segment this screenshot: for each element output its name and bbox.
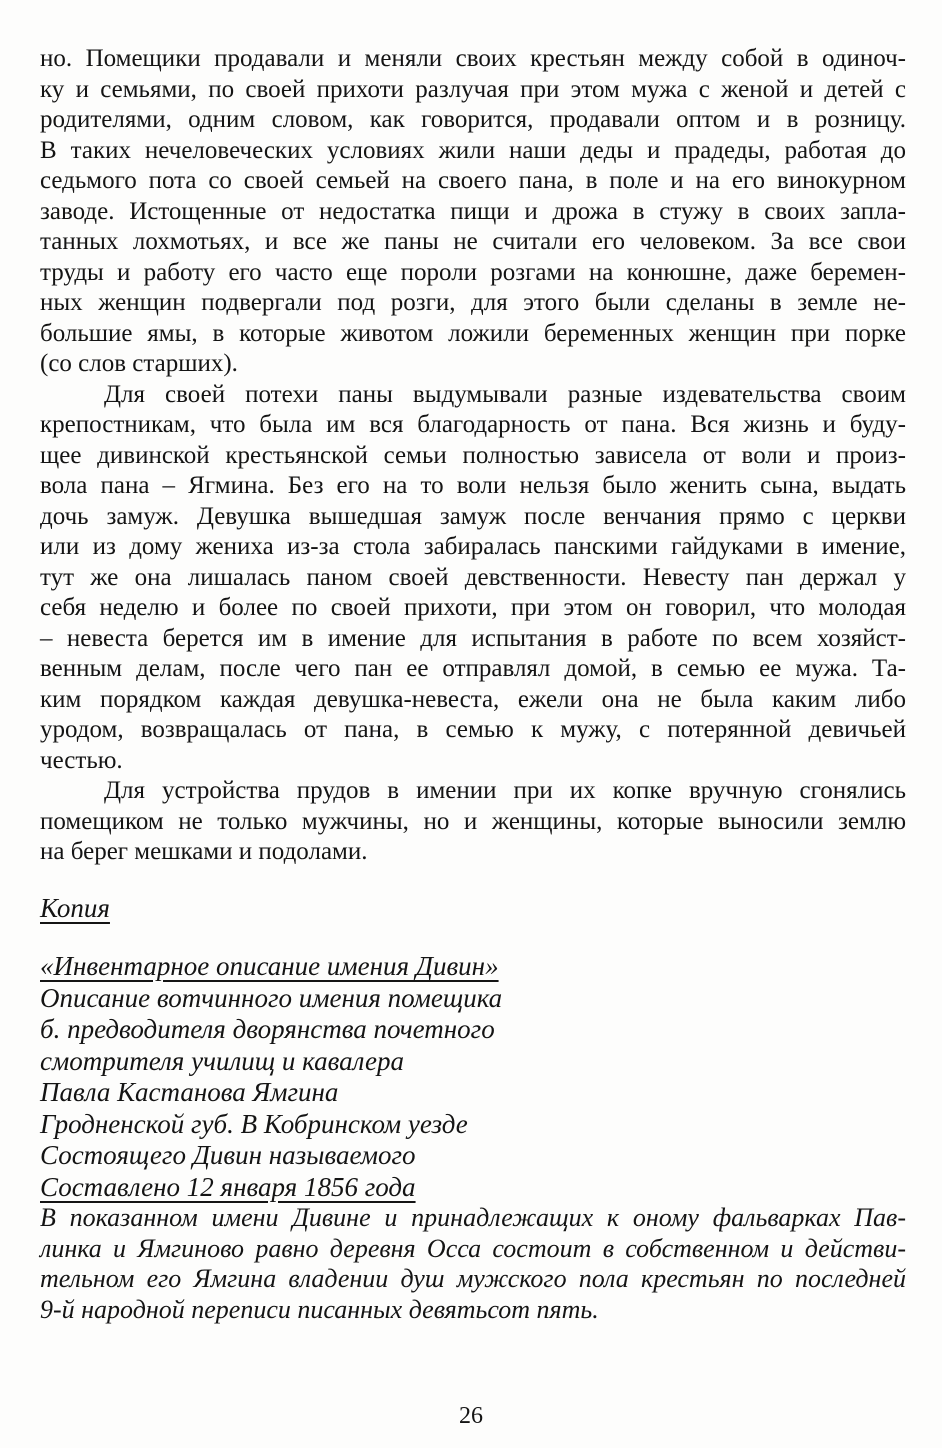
copy-label: Копия — [40, 893, 110, 923]
text-line: ку и семьями, по своей прихоти разлучая при этом мужа с женой и детей с — [40, 75, 906, 103]
text-line: честью. — [40, 746, 123, 774]
inventory-header-line: Описание вотчинного имения помещика — [40, 982, 503, 1013]
text-line: Для устройства прудов в имении при их копке вручную сгонялись — [104, 777, 906, 804]
paragraph — [40, 380, 906, 777]
inventory-header-line: Павла Кастанова Ямгина — [40, 1077, 339, 1107]
text-line: (со слов старших). — [40, 350, 238, 377]
inventory-paragraph-line: тельном его Ямгина владении душ мужского пола крестьян по последней — [40, 1264, 906, 1293]
text-line: ким порядком каждая девушка-невеста, ежели она не была каким либо — [40, 685, 906, 713]
text-line: щее дивинской крестьянской семьи полностью зависела от воли и произ- — [40, 441, 906, 469]
text-line: – невеста берется им в имение для испытания в работе по всем хозяйст- — [40, 624, 906, 652]
text-line: вола пана – Ягмина. Без его на то воли нельзя было женить сына, выдать — [40, 472, 906, 499]
text-line: помещиком не только мужчины, но и женщины, которые выносили землю — [40, 807, 906, 835]
text-line: Для своей потехи паны выдумывали разные издевательства своим — [104, 380, 906, 408]
text-line: труды и работу его часто еще пороли розгами на конюшне, даже беремен- — [40, 258, 906, 286]
text-line: родителями, одним словом, как говорится, продавали оптом и в розницу. — [40, 106, 906, 133]
text-line: себя неделю и более по своей прихоти, при этом он говорил, что молодая — [40, 594, 906, 621]
inventory-paragraph-block — [40, 1203, 906, 1325]
text-line: венным делам, после чего пан ее отправлял домой, в семью ее мужа. Та- — [40, 655, 906, 682]
page-number: 26 — [459, 1403, 483, 1429]
text-line: тут же она лишалась паном своей девственности. Невесту пан держал у — [40, 563, 906, 591]
inventory-header-line: «Инвентарное описание имения Дивин» — [40, 951, 499, 981]
inventory-header-line: смотрителя училищ и кавалера — [40, 1045, 405, 1076]
text-line: танных лохмотьях, и все же паны не считали его человеком. За все свои — [40, 228, 906, 255]
inventory-paragraph-line: В показанном имени Дивине и принадлежащих к оному фальварках Пав- — [40, 1203, 906, 1232]
inventory-header-block — [40, 951, 906, 1203]
text-line: дочь замуж. Девушка вышедшая замуж после венчания прямо с церкви — [40, 502, 906, 530]
text-line: В таких нечеловеческих условиях жили наши деды и прадеды, работая до — [40, 136, 906, 164]
inventory-header-line: Состоящего Дивин называемого — [40, 1140, 416, 1170]
text-line: ных женщин подвергали под розги, для этого были сделаны в земле не- — [40, 289, 906, 316]
text-line: крепостникам, что была им вся благодарность от пана. Вся жизнь и буду- — [40, 411, 906, 438]
text-line: седьмого пота со своей семьей на своего пана, в поле и на его винокурном — [40, 167, 906, 194]
text-line: уродом, возвращалась от пана, в семью к мужу, с потерянной девичьей — [40, 716, 906, 743]
text-line: большие ямы, в которые животом ложили беременных женщин при порке — [40, 319, 906, 347]
text-line: или из дому жениха из-за стола забиралась панскими гайдуками в имение, — [40, 533, 906, 560]
paragraph — [40, 776, 906, 868]
inventory-paragraph-line: линка и Ямгиново равно деревня Осса состоит в собственном и действи- — [40, 1233, 906, 1263]
paragraph — [40, 44, 906, 380]
text-line: заводе. Истощенные от недостатка пищи и дрожа в стужу в своих запла- — [40, 197, 906, 225]
inventory-header-line: Составлено 12 января 1856 года — [40, 1171, 416, 1202]
text-line: но. Помещики продавали и меняли своих крестьян между собой в одиноч- — [40, 45, 906, 72]
inventory-header-line: Гродненской губ. В Кобринском уезде — [40, 1108, 468, 1139]
main-text-block — [40, 44, 906, 868]
inventory-header-line: б. предводителя дворянства почетного — [40, 1014, 495, 1044]
inventory-paragraph-line: 9-й народной переписи писанных девятьсот пять. — [40, 1294, 599, 1324]
text-line: на берег мешками и подолами. — [40, 838, 368, 865]
